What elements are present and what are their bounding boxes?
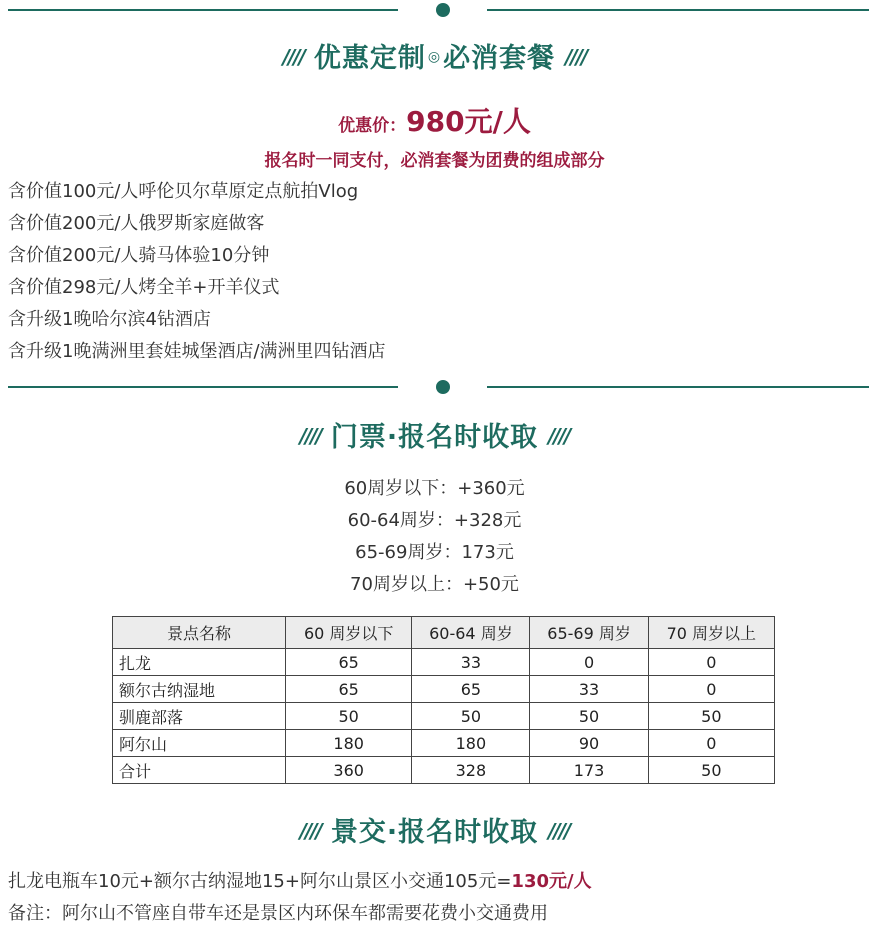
column-header: 60-64 周岁 [412,617,530,649]
table-cell: 扎龙 [113,649,286,676]
ticket-age-prices [0,473,869,601]
table-cell: 0 [648,676,774,703]
table-cell: 0 [648,649,774,676]
divider-dot-icon [436,380,450,394]
slashes-right-icon: //// [548,819,570,843]
table-row [113,757,775,784]
table-row [113,649,775,676]
table-cell: 180 [412,730,530,757]
table-cell: 驯鹿部落 [113,703,286,730]
table-cell: 50 [286,703,412,730]
slashes-right-icon: //// [565,45,587,69]
table-cell: 90 [530,730,648,757]
column-header: 65-69 周岁 [530,617,648,649]
list-item: 含价值200元/人俄罗斯家庭做客 [8,213,265,234]
table-cell: 0 [648,730,774,757]
table-cell: 33 [412,649,530,676]
transport-info [8,866,592,930]
table-cell: 360 [286,757,412,784]
divider-dot-icon [436,3,450,17]
column-header: 60 周岁以下 [286,617,412,649]
tickets-title: //// 门票·报名时收取 //// [299,422,570,453]
table-cell: 合计 [113,757,286,784]
table-cell: 328 [412,757,530,784]
package-price [0,100,869,140]
package-title: //// 优惠定制 ◎必消套餐 //// [282,43,587,74]
list-item: 含价值100元/人呼伦贝尔草原定点航拍Vlog [8,181,359,202]
price-label: 优惠价： [338,116,407,136]
list-item: 含价值200元/人骑马体验10分钟 [8,245,270,266]
list-item: 60周岁以下：+360元 [344,478,525,499]
transport-remark: 备注：阿尔山不管座自带车还是景区内环保车都需要花费小交通费用 [8,903,548,924]
slashes-left-icon: //// [299,424,321,448]
slashes-left-icon: //// [282,45,304,69]
table-cell: 33 [530,676,648,703]
slashes-right-icon: //// [548,424,570,448]
table-row [113,703,775,730]
list-item: 含价值298元/人烤全羊+开羊仪式 [8,277,280,298]
table-cell: 50 [412,703,530,730]
table-cell: 50 [648,757,774,784]
circle-symbol-icon: ◎ [427,49,442,65]
table-cell: 0 [530,649,648,676]
package-items [8,176,386,368]
column-header: 70 周岁以上 [648,617,774,649]
section-divider [0,377,869,397]
list-item: 65-69周岁：173元 [355,542,514,563]
table-row [113,676,775,703]
list-item: 含升级1晚满洲里套娃城堡酒店/满洲里四钻酒店 [8,341,386,362]
table-row [113,730,775,757]
table-cell: 65 [286,676,412,703]
slashes-left-icon: //// [299,819,321,843]
list-item: 70周岁以上：+50元 [350,574,519,595]
table-cell: 阿尔山 [113,730,286,757]
list-item: 含升级1晚哈尔滨4钻酒店 [8,309,211,330]
payment-note: 报名时一同支付，必消套餐为团费的组成部分 [264,151,605,171]
table-cell: 180 [286,730,412,757]
table-cell: 173 [530,757,648,784]
list-item: 60-64周岁：+328元 [347,510,522,531]
transport-total: 130元/人 [511,871,592,892]
table-header-row [113,617,775,649]
table-cell: 65 [286,649,412,676]
table-cell: 额尔古纳湿地 [113,676,286,703]
table-cell: 50 [648,703,774,730]
column-header: 景点名称 [113,617,286,649]
ticket-fee-table [112,616,775,784]
table-cell: 65 [412,676,530,703]
section-divider [0,0,869,20]
price-value: 980元/人 [406,105,531,138]
table-cell: 50 [530,703,648,730]
transport-title: //// 景交·报名时收取 //// [299,817,570,848]
transport-detail: 扎龙电瓶车10元+额尔古纳湿地15+阿尔山景区小交通105元=130元/人 [8,871,592,892]
